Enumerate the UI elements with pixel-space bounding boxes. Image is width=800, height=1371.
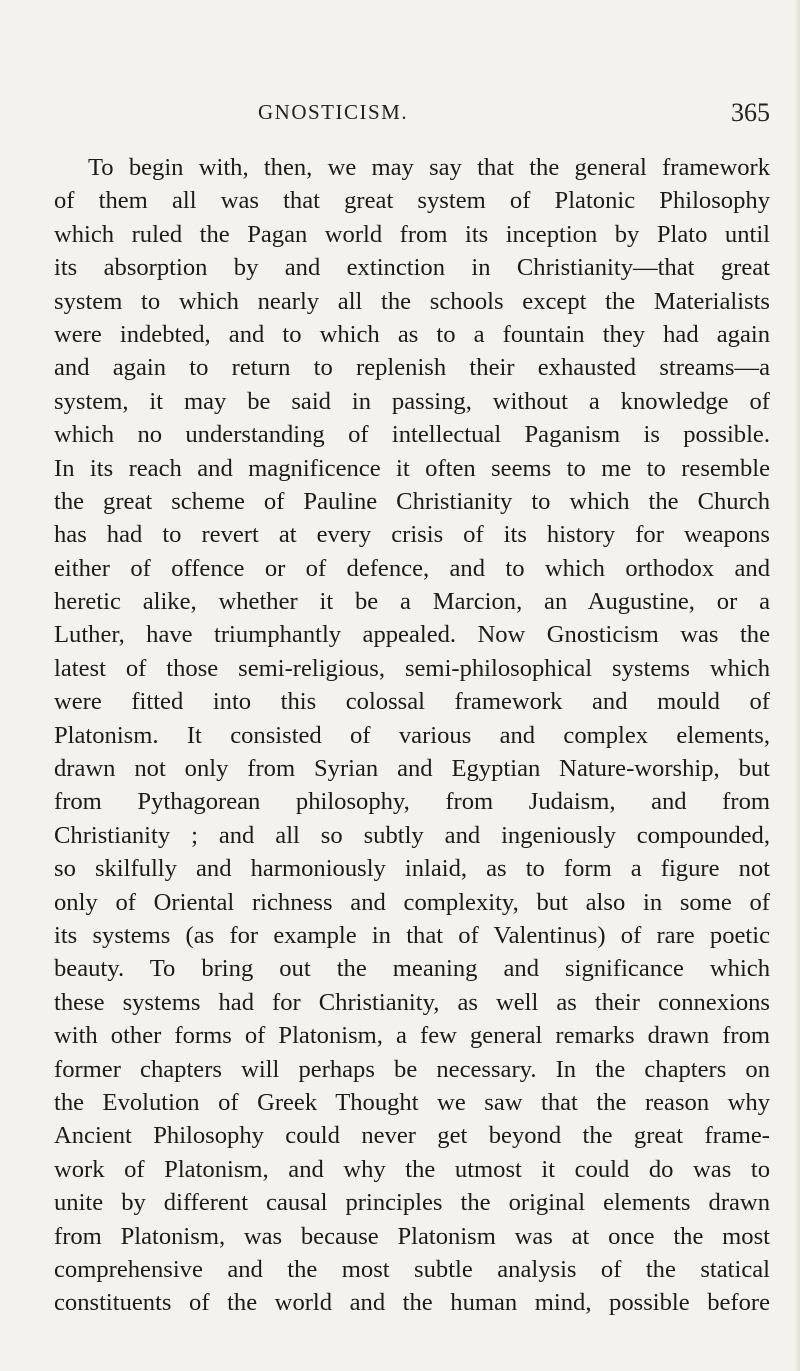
text-line: were indebted, and to which as to a fountain they had again bbox=[54, 320, 770, 348]
text-line: Platonism. It consisted of various and complex elements, bbox=[54, 721, 770, 749]
text-line: To begin with, then, we may say that the general framework bbox=[88, 154, 770, 181]
text-line: the Evolution of Greek Thought we saw that the reason why bbox=[54, 1088, 770, 1116]
text-line: only of Oriental richness and complexity, but also in some of bbox=[54, 888, 770, 916]
text-line: and again to return to replenish their exhausted streams—a bbox=[54, 354, 770, 382]
page-number: 365 bbox=[731, 98, 770, 127]
text-line: former chapters will perhaps be necessary. In the chapters on bbox=[54, 1055, 770, 1083]
text-line: from Platonism, was because Platonism was at once the most bbox=[54, 1222, 770, 1250]
running-head bbox=[230, 100, 770, 130]
text-line: beauty. To bring out the meaning and significance which bbox=[54, 955, 770, 983]
text-line: with other forms of Platonism, a few general remarks drawn from bbox=[54, 1022, 770, 1050]
text-line: which no understanding of intellectual Paganism is possible. bbox=[54, 421, 770, 449]
text-line: the great scheme of Pauline Christianity to which the Church bbox=[54, 487, 770, 515]
text-line: were fitted into this colossal framework and mould of bbox=[54, 688, 770, 716]
text-line: comprehensive and the most subtle analysis of the statical bbox=[54, 1255, 770, 1283]
text-line: these systems had for Christianity, as well as their connexions bbox=[54, 988, 770, 1016]
text-line: drawn not only from Syrian and Egyptian Nature-worship, but bbox=[54, 755, 770, 783]
text-line: Ancient Philosophy could never get beyond the great frame- bbox=[54, 1122, 770, 1150]
text-line: its systems (as for example in that of Valentinus) of rare poetic bbox=[54, 921, 770, 949]
text-line: which ruled the Pagan world from its inception by Plato until bbox=[54, 220, 770, 248]
body-paragraph bbox=[54, 151, 770, 1320]
text-line: system, it may be said in passing, without a knowledge of bbox=[54, 387, 770, 415]
page-edge-shadow bbox=[794, 0, 800, 1371]
text-line: from Pythagorean philosophy, from Judaism, and from bbox=[54, 788, 770, 816]
text-line: work of Platonism, and why the utmost it could do was to bbox=[54, 1155, 770, 1183]
text-line: of them all was that great system of Platonic Philosophy bbox=[54, 187, 770, 215]
running-title: GNOSTICISM. bbox=[258, 100, 409, 124]
text-line: unite by different causal principles the original elements drawn bbox=[54, 1189, 770, 1217]
text-line: system to which nearly all the schools except the Materialists bbox=[54, 287, 770, 315]
text-line: its absorption by and extinction in Christianity—that great bbox=[54, 254, 770, 282]
text-line: Luther, have triumphantly appealed. Now Gnosticism was the bbox=[54, 621, 770, 649]
text-line: so skilfully and harmoniously inlaid, as to form a figure not bbox=[54, 855, 770, 883]
text-line: has had to revert at every crisis of its history for weapons bbox=[54, 521, 770, 549]
text-line: Christianity ; and all so subtly and ingeniously compounded, bbox=[54, 821, 770, 849]
text-line: In its reach and magnificence it often seems to me to resemble bbox=[54, 454, 770, 482]
text-line: either of offence or of defence, and to which orthodox and bbox=[54, 554, 770, 582]
text-line: heretic alike, whether it be a Marcion, an Augustine, or a bbox=[54, 588, 770, 616]
text-line: latest of those semi-religious, semi-philosophical systems which bbox=[54, 654, 770, 682]
text-line: constituents of the world and the human mind, possible before bbox=[54, 1289, 770, 1317]
